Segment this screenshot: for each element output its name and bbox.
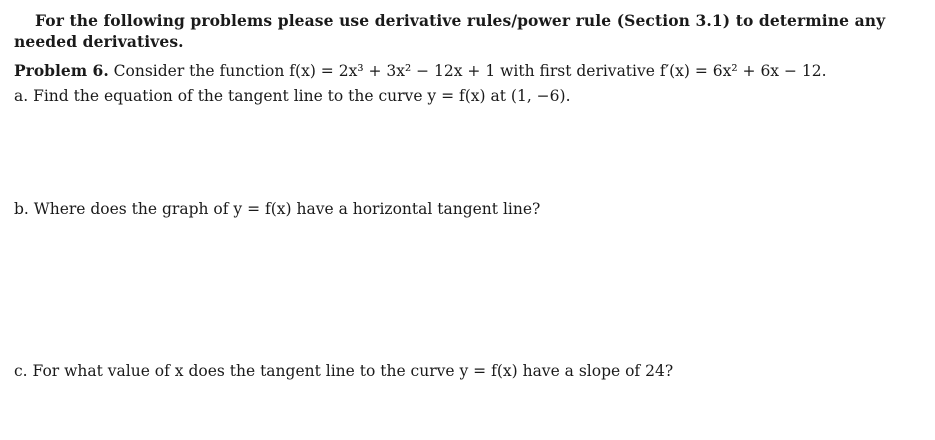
part-a-answer-space — [14, 112, 919, 192]
part-b-question: b. Where does the graph of y = f(x) have a horizontal tangent line? — [14, 200, 541, 218]
problem-text: Consider the function f(x) = 2x³ + 3x² − 12x + 1 with first derivative f′(x) = 6x² + 6x − 12. — [108, 62, 827, 80]
part-c-question: c. For what value of x does the tangent line to the curve y = f(x) have a slope of 24? — [14, 362, 674, 380]
part-b-answer-space — [14, 225, 919, 353]
part-a-question: a. Find the equation of the tangent line to the curve y = f(x) at (1, −6). — [14, 87, 571, 105]
problem-label: Problem 6. — [14, 61, 109, 80]
problem-statement — [14, 61, 827, 81]
part-c-answer-space — [14, 387, 919, 435]
instructions-text: For the following problems please use derivative rules/power rule (Section 3.1) to determine any needed derivatives. — [14, 11, 886, 51]
